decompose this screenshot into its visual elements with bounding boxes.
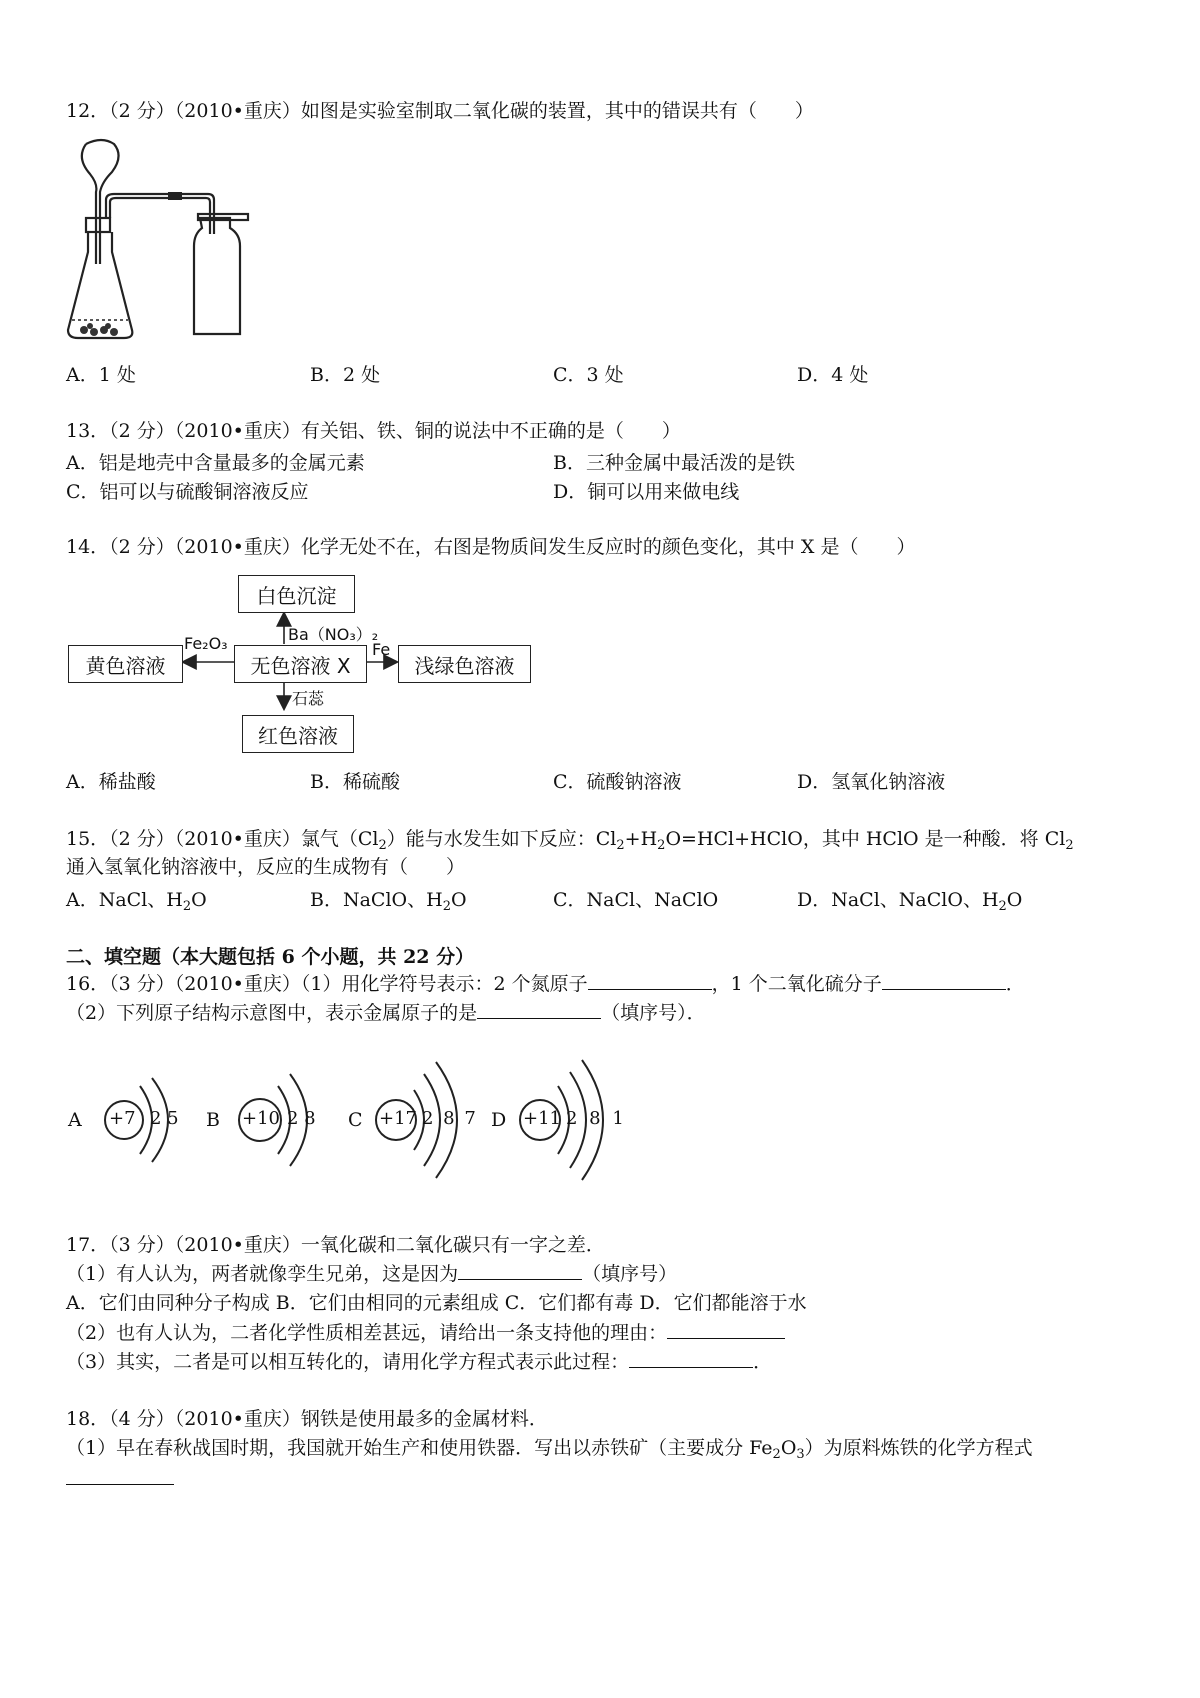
atom-a-nucleus: +7 — [109, 1108, 136, 1129]
q15-option-c[interactable]: C．NaCl、NaClO — [553, 889, 719, 911]
q12-option-a[interactable]: A．1 处 — [66, 364, 136, 386]
q14-box-left: 黄色溶液 — [68, 645, 183, 683]
q14-box-center: 无色溶液 X — [234, 645, 367, 683]
q14-label-top: Ba（NO₃）₂ — [288, 625, 379, 644]
answer-blank[interactable] — [477, 1000, 601, 1019]
atom-d-nucleus: +11 — [523, 1108, 561, 1129]
q14-label-right: Fe — [372, 640, 391, 659]
q18-part1: （1）早在春秋战国时期，我国就开始生产和使用铁器．写出以赤铁矿（主要成分 $Fe_2O_3$）为原料炼铁的化学方程式 — [66, 1437, 1033, 1462]
q12-stem: 12．（2 分）（2010•重庆）如图是实验室制取二氧化碳的装置，其中的错误共有（ ） — [66, 100, 814, 122]
q12-option-b[interactable]: B．2 处 — [310, 364, 381, 386]
q14-option-c[interactable]: C．硫酸钠溶液 — [553, 771, 682, 793]
q14-option-a[interactable]: A．稀盐酸 — [66, 771, 156, 793]
q13-option-a[interactable]: A．铝是地壳中含量最多的金属元素 — [66, 452, 365, 474]
q14-option-b[interactable]: B．稀硫酸 — [310, 771, 400, 793]
q17-part2: （2）也有人认为，二者化学性质相差甚远，请给出一条支持他的理由： — [66, 1320, 785, 1346]
atom-a-shells: 2 5 — [150, 1108, 179, 1129]
q16-line1: 16．（3 分）（2010•重庆）（1）用化学符号表示：2 个氮原子 ，1 个二氧化硫分子 ． — [66, 973, 1025, 995]
q13-option-d[interactable]: D．铜可以用来做电线 — [553, 481, 740, 503]
q16-line2: （2）下列原子结构示意图中，表示金属原子的是 （填序号）． — [66, 1002, 706, 1024]
answer-blank[interactable] — [882, 971, 1006, 990]
q15-option-d[interactable]: D．NaCl、NaClO、$H_2O$ — [797, 889, 1023, 914]
atom-c-shells: 2 8 7 — [422, 1108, 476, 1129]
q14-label-bottom: 石蕊 — [292, 689, 325, 708]
atom-b-shells: 2 8 — [287, 1108, 316, 1129]
answer-blank[interactable] — [629, 1349, 753, 1368]
answer-blank[interactable] — [667, 1320, 785, 1339]
q12-option-d[interactable]: D．4 处 — [797, 364, 869, 386]
q17-part3: （3）其实，二者是可以相互转化的，请用化学方程式表示此过程： ． — [66, 1351, 773, 1373]
q18-stem: 18．（4 分）（2010•重庆）钢铁是使用最多的金属材料． — [66, 1408, 548, 1430]
q14-option-d[interactable]: D．氢氧化钠溶液 — [797, 771, 946, 793]
answer-blank[interactable] — [66, 1466, 174, 1485]
q13-stem: 13．（2 分）（2010•重庆）有关铝、铁、铜的说法中不正确的是（ ） — [66, 420, 681, 442]
q15-line1: 15．（2 分）（2010•重庆）氯气$(Cl_2)$能与水发生如下反应：$Cl_2+H_2O=HCl+HClO$，其中 HClO 是一种酸．将 $Cl_2$ — [66, 828, 1074, 853]
atom-b-nucleus: +10 — [242, 1108, 280, 1129]
q17-part1: （1）有人认为，两者就像孪生兄弟，这是因为 （填序号） — [66, 1263, 678, 1285]
atom-d-shells: 2 8 1 — [566, 1108, 624, 1129]
atom-a-letter: A — [68, 1109, 82, 1131]
q14-box-top: 白色沉淀 — [238, 575, 355, 613]
q14-label-left: Fe₂O₃ — [184, 634, 228, 653]
atom-c-nucleus: +17 — [379, 1108, 417, 1129]
answer-blank[interactable] — [458, 1261, 582, 1280]
q17-options: A．它们由同种分子构成 B．它们由相同的元素组成 C．它们都有毒 D．它们都能溶于水 — [66, 1292, 807, 1314]
atom-b-letter: B — [206, 1109, 220, 1131]
q17-stem: 17．（3 分）（2010•重庆）一氧化碳和二氧化碳只有一字之差． — [66, 1234, 605, 1256]
q12-option-c[interactable]: C．3 处 — [553, 364, 624, 386]
q15-option-a[interactable]: A．NaCl、$H_2O$ — [66, 889, 207, 914]
atom-c-letter: C — [348, 1109, 363, 1131]
q15-line2: 通入氢氧化钠溶液中，反应的生成物有（ ） — [66, 856, 466, 878]
q14-box-right: 浅绿色溶液 — [398, 645, 531, 683]
atom-d-letter: D — [491, 1109, 507, 1131]
q14-stem: 14．（2 分）（2010•重庆）化学无处不在，右图是物质间发生反应时的颜色变化，其中 X 是（ ） — [66, 536, 916, 558]
q14-box-bottom: 红色溶液 — [242, 715, 354, 753]
q13-option-b[interactable]: B．三种金属中最活泼的是铁 — [553, 452, 795, 474]
co2-apparatus-figure — [62, 134, 262, 344]
q15-option-b[interactable]: B．NaClO、$H_2O$ — [310, 889, 467, 914]
answer-blank[interactable] — [588, 971, 712, 990]
q13-option-c[interactable]: C．铝可以与硫酸铜溶液反应 — [66, 481, 309, 503]
section-heading: 二、填空题（本大题包括 6 个小题，共 22 分） — [66, 946, 475, 968]
